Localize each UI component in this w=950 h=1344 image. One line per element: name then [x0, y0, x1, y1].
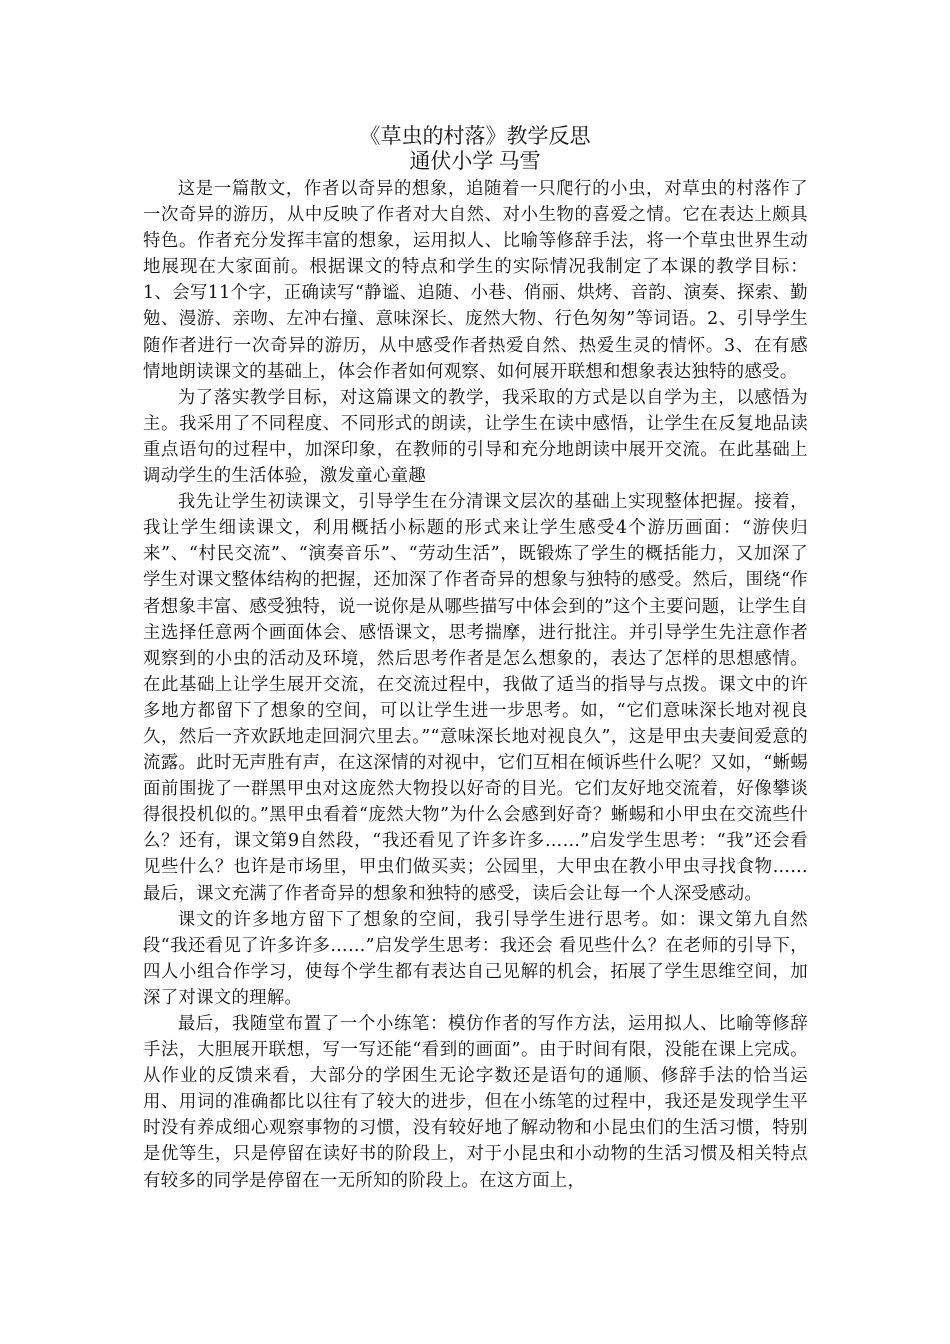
paragraph: 为了落实教学目标，对这篇课文的教学，我采取的方式是以自学为主，以感悟为主。我采用了不同程度、不同形式的朗读，让学生在读中感悟，让学生在反复地品读重点语句的过程中，加深印象，在教师的引导和充分地朗读中展开交流。在此基础上调动学生的生活体验，激发童心童趣: [143, 387, 808, 487]
paragraph: 我先让学生初读课文，引导学生在分清课文层次的基础上实现整体把握。接着，我让学生细读课文，利用概括小标题的形式来让学生感受4个游历画面：“游侠归来”、“村民交流”、“演奏音乐”、“劳动生活”，既锻炼了学生的概括能力，又加深了学生对课文整体结构的把握，还加深了作者奇异的想象与独特的感受。然后，围绕“作者想象丰富、感受独特，说一说你是从哪些描写中体会到的”这个主要问题，让学生自主选择任意两个画面体会、感悟课文，思考揣摩，进行批注。并引导学生先注意作者观察到的小虫的活动及环境，然后思考作者是怎么想象的，表达了怎样的思想感情。在此基础上让学生展开交流，在交流过程中，我做了适当的指导与点拨。课文中的许多地方都留下了想象的空间，可以让学生进一步思考。如，“它们意味深长地对视良久，然后一齐欢跃地走回洞穴里去。”“意味深长地对视良久”，这是甲虫夫妻间爱意的流露。此时无声胜有声，在这深情的对视中，它们互相在倾诉些什么呢？又如，“蜥蜴面前围拢了一群黑甲虫对这庞然大物投以好奇的目光。它们友好地交流着，好像攀谈得很投机似的。”黑甲虫看着“庞然大物”为什么会感到好奇？蜥蜴和小甲虫在交流些什么？还有，课文第9自然段，“我还看见了许多许多……”启发学生思考：“我”还会看见些什么？也许是市场里，甲虫们做买卖；公园里，大甲虫在教小甲虫寻找食物……最后，课文充满了作者奇异的想象和独特的感受，读后会让每一个人深受感动。: [143, 492, 808, 904]
paragraph: 课文的许多地方留下了想象的空间，我引导学生进行思考。如：课文第九自然段“我还看见了许多许多……”启发学生思考：我还会 看见些什么？在老师的引导下，四人小组合作学习，使每个学生都有表达自己见解的机会，拓展了学生思维空间，加深了对课文的理解。: [143, 909, 808, 1008]
document-title: 《草虫的村落》教学反思: [359, 124, 591, 148]
paragraph: 最后，我随堂布置了一个小练笔：模仿作者的写作方法，运用拟人、比喻等修辞手法，大胆展开联想，写一写还能“看到的画面”。由于时间有限，没能在课上完成。从作业的反馈来看，大部分的学困生无论字数还是语句的通顺、修辞手法的恰当运用、用词的准确都比以往有了较大的进步，但在小练笔的过程中，我还是发现学生平时没有养成细心观察事物的习惯，没有较好地了解动物和小昆虫们的生活习惯，特别是优等生，只是停留在读好书的阶段上，对于小昆虫和小动物的生活习惯及相关特点有较多的同学是停留在一无所知的阶段上。在这方面上，: [143, 1014, 808, 1191]
document-author: 通伏小学 马雪: [409, 149, 541, 173]
paragraph: 这是一篇散文，作者以奇异的想象，追随着一只爬行的小虫，对草虫的村落作了一次奇异的游历，从中反映了作者对大自然、对小生物的喜爱之情。它在表达上颇具特色。作者充分发挥丰富的想象，运用拟人、比喻等修辞手法，将一个草虫世界生动地展现在大家面前。根据课文的特点和学生的实际情况我制定了本课的教学目标：1、会写11个字，正确读写“静谧、追随、小巷、俏丽、烘烤、音韵、演奏、探索、勤勉、漫游、亲吻、左冲右撞、意味深长、庞然大物、行色匆匆”等词语。2、引导学生随作者进行一次奇异的游历，从中感受作者热爱自然、热爱生灵的情怀。3、在有感情地朗读课文的基础上，体会作者如何观察、如何展开联想和想象表达独特的感受。: [143, 179, 808, 382]
document-body: [143, 176, 808, 1194]
